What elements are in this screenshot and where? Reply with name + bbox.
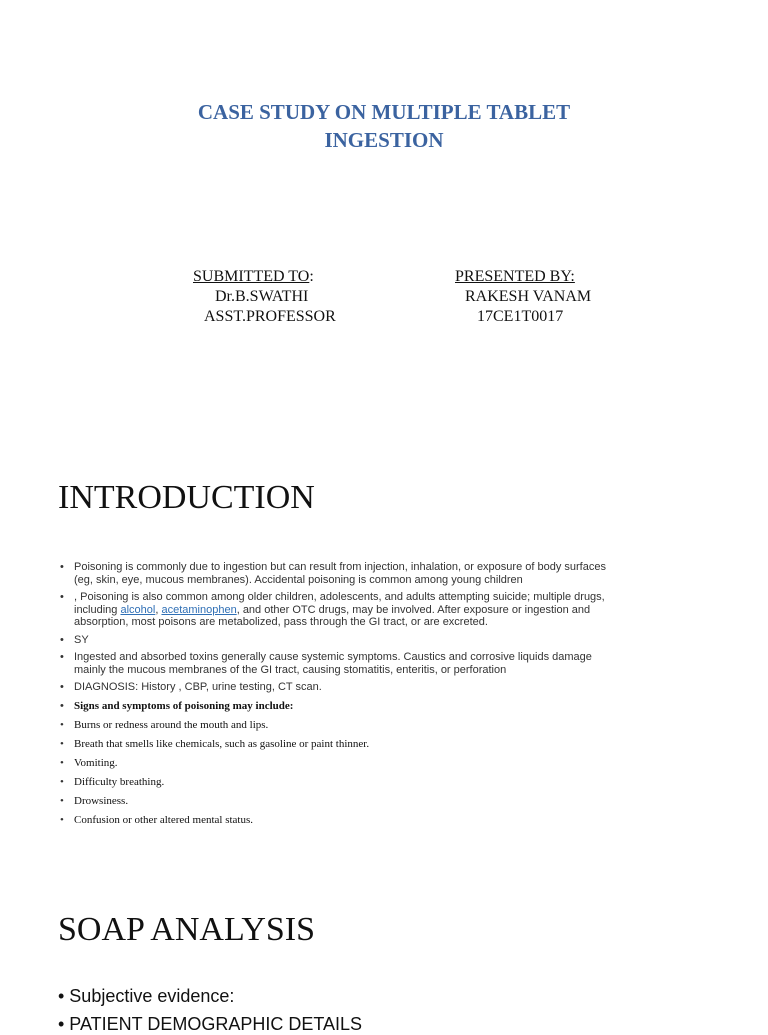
soap-analysis-heading: SOAP ANALYSIS xyxy=(58,911,316,948)
submitted-to-colon: : xyxy=(309,268,314,285)
alcohol-link[interactable]: alcohol xyxy=(120,603,156,616)
list-item: • DIAGNOSIS: History , CBP, urine testing, CT scan. xyxy=(58,681,618,694)
list-item: • SY xyxy=(58,634,618,647)
list-item: • Signs and symptoms of poisoning may include: xyxy=(58,699,618,713)
list-item: • Confusion or other altered mental status. xyxy=(58,813,618,827)
introduction-heading: INTRODUCTION xyxy=(58,479,315,516)
submitted-to-label: SUBMITTED TO xyxy=(193,268,310,285)
list-item: • Poisoning is commonly due to ingestion but can result from injection, inhalation, or exposure of body surfaces (eg, skin, eye, mucous membranes). Accidental poisoning is common among young children xyxy=(58,561,618,586)
submitted-to-name: Dr.B.SWATHI xyxy=(215,288,309,305)
list-item xyxy=(58,591,618,629)
list-item: • Drowsiness. xyxy=(58,794,618,808)
presented-by-id: 17CE1T0017 xyxy=(477,308,564,325)
list-item-text: , and other OTC drugs, may be involved. After exposure or ingestion and absorption, most poisons are metabolized, pass through the GI tract, or are excreted. xyxy=(74,603,591,628)
list-item-separator: , xyxy=(155,603,162,616)
acetaminophen-link[interactable]: acetaminophen xyxy=(161,603,237,616)
subjective-evidence-item: • Subjective evidence: xyxy=(58,986,235,1006)
list-item: • Ingested and absorbed toxins generally cause systemic symptoms. Caustics and corrosive liquids damage mainly the mucous membranes of the GI tract, causing stomatitis, enteritis, or perforation xyxy=(58,651,618,676)
presented-by-block xyxy=(455,267,591,327)
presented-by-name: RAKESH VANAM xyxy=(465,288,592,305)
introduction-list xyxy=(58,561,618,832)
list-item: • Burns or redness around the mouth and lips. xyxy=(58,718,618,732)
page-title xyxy=(0,98,768,154)
submitted-to-block xyxy=(193,267,336,327)
list-item: • Difficulty breathing. xyxy=(58,775,618,789)
title-line-2: INGESTION xyxy=(324,128,444,152)
submitted-to-role: ASST.PROFESSOR xyxy=(204,308,336,325)
patient-demographic-item: • PATIENT DEMOGRAPHIC DETAILS xyxy=(58,1014,363,1034)
title-line-1: CASE STUDY ON MULTIPLE TABLET xyxy=(197,100,571,124)
list-item: • Vomiting. xyxy=(58,756,618,770)
list-item-text: , Poisoning is also common among older children, adolescents, and adults attempting suicide; multiple drugs, including xyxy=(74,591,605,616)
list-item: • Breath that smells like chemicals, such as gasoline or paint thinner. xyxy=(58,737,618,751)
presented-by-label: PRESENTED BY: xyxy=(455,268,575,285)
